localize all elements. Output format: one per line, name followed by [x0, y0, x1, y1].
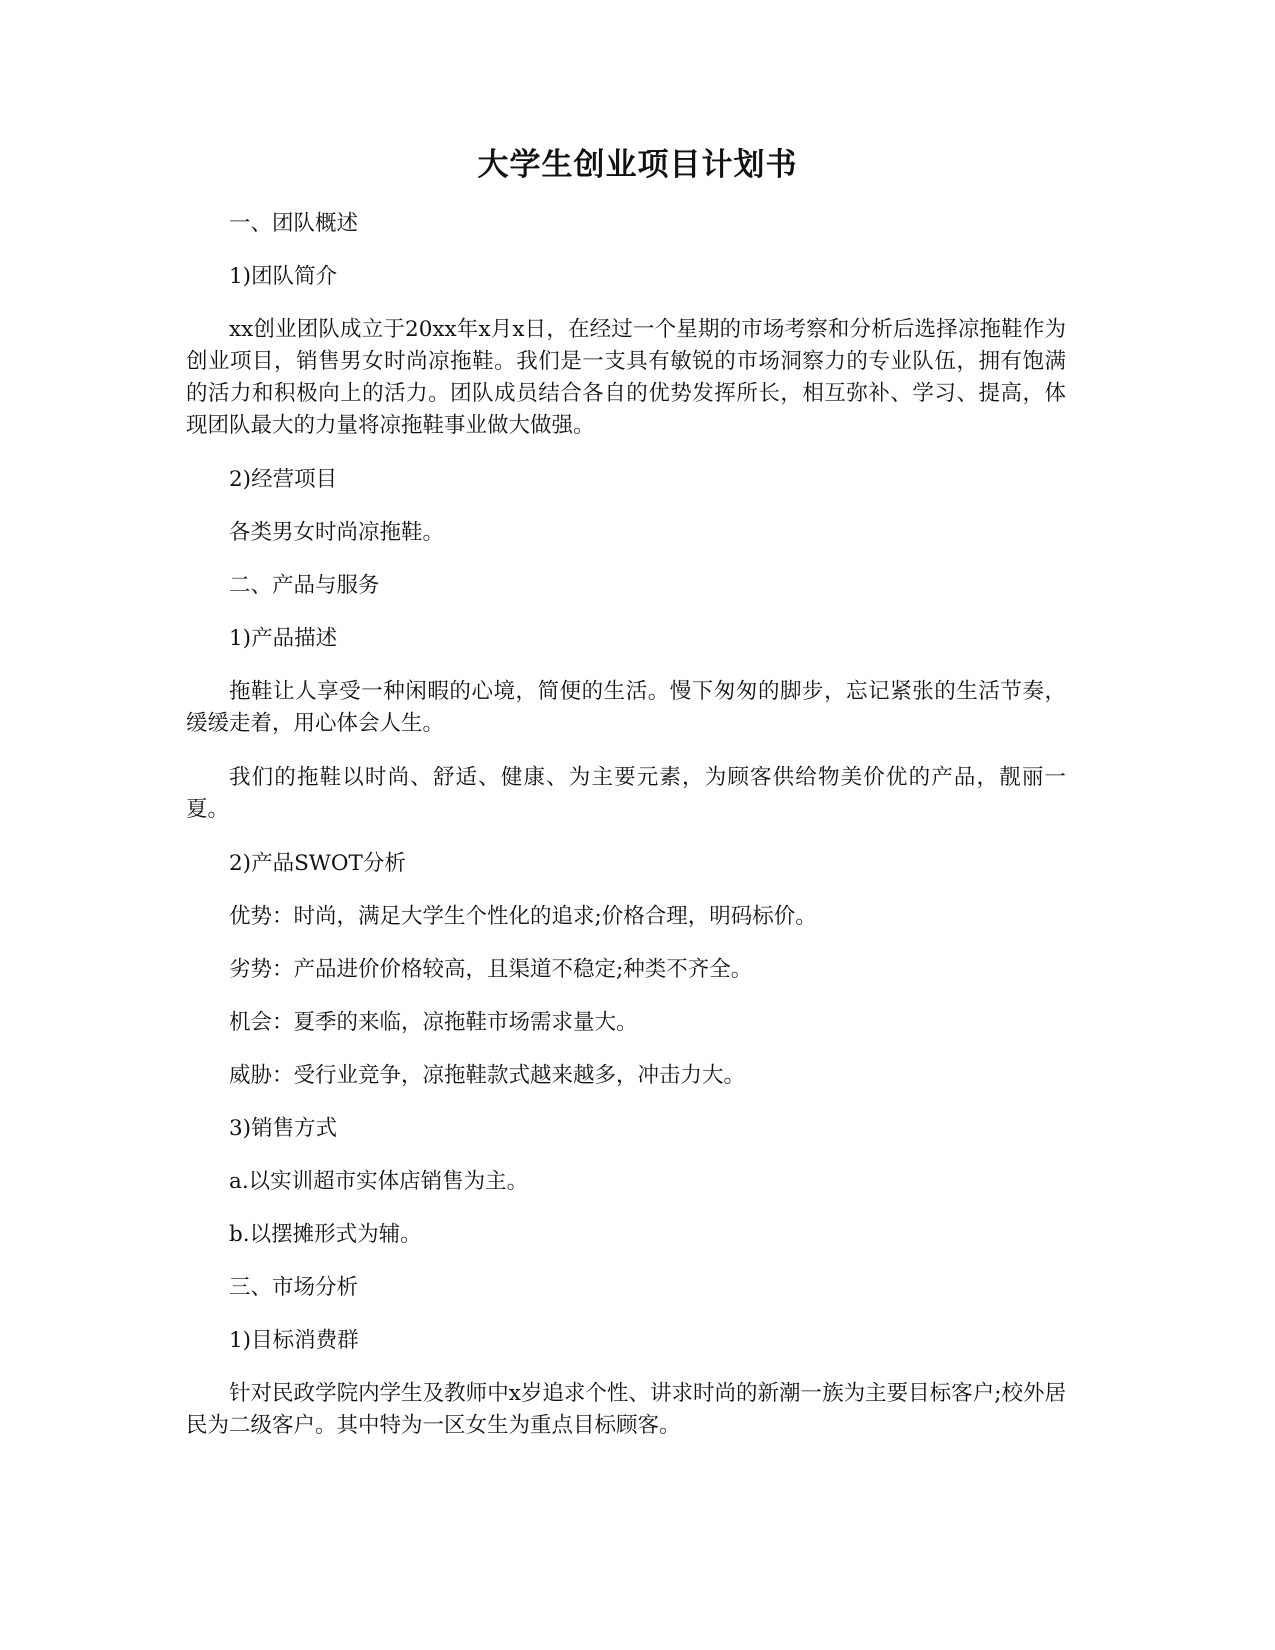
subheading-target-consumers: 1)目标消费群	[229, 1328, 359, 1353]
paragraph-business-project: 各类男女时尚凉拖鞋。	[229, 520, 445, 545]
paragraph-target-consumers: 针对民政学院内学生及教师中x岁追求个性、讲求时尚的新潮一族为主要目标客户;校外居民为二级客户。其中特为一区女生为重点目标顾客。	[186, 1381, 1066, 1438]
paragraph-product-description-2: 我们的拖鞋以时尚、舒适、健康、为主要元素，为顾客供给物美价优的产品，靓丽一夏。	[186, 765, 1066, 822]
subheading-business-project: 2)经营项目	[229, 467, 338, 492]
paragraph-swot-opportunities: 机会：夏季的来临，凉拖鞋市场需求量大。	[229, 1010, 638, 1035]
paragraph-team-intro: xx创业团队成立于20xx年x月x日，在经过一个星期的市场考察和分析后选择凉拖鞋作为创业项目，销售男女时尚凉拖鞋。我们是一支具有敏锐的市场洞察力的专业队伍，拥有饱满的活力和积极向上的活力。团队成员结合各自的优势发挥所长，相互弥补、学习、提高，体现团队最大的力量将凉拖鞋事业做大做强。	[186, 317, 1066, 438]
section-heading-team-overview: 一、团队概述	[229, 211, 359, 236]
paragraph-sales-method-b: b.以摆摊形式为辅。	[229, 1222, 422, 1247]
paragraph-product-description-1: 拖鞋让人享受一种闲暇的心境，简便的生活。慢下匆匆的脚步，忘记紧张的生活节奏，缓缓走着，用心体会人生。	[186, 679, 1066, 736]
paragraph-swot-strengths: 优势：时尚，满足大学生个性化的追求;价格合理，明码标价。	[229, 904, 817, 929]
section-heading-products-services: 二、产品与服务	[229, 573, 380, 598]
paragraph-swot-weaknesses: 劣势：产品进价价格较高，且渠道不稳定;种类不齐全。	[229, 957, 753, 982]
paragraph-sales-method-a: a.以实训超市实体店销售为主。	[229, 1169, 529, 1194]
section-heading-market-analysis: 三、市场分析	[229, 1275, 359, 1300]
subheading-product-description: 1)产品描述	[229, 626, 338, 651]
document-title: 大学生创业项目计划书	[477, 147, 798, 183]
subheading-team-intro: 1)团队简介	[229, 264, 338, 289]
document-body	[186, 208, 1066, 1464]
subheading-sales-methods: 3)销售方式	[229, 1116, 338, 1141]
subheading-swot: 2)产品SWOT分析	[229, 851, 406, 876]
paragraph-swot-threats: 威胁：受行业竞争，凉拖鞋款式越来越多，冲击力大。	[229, 1063, 746, 1088]
